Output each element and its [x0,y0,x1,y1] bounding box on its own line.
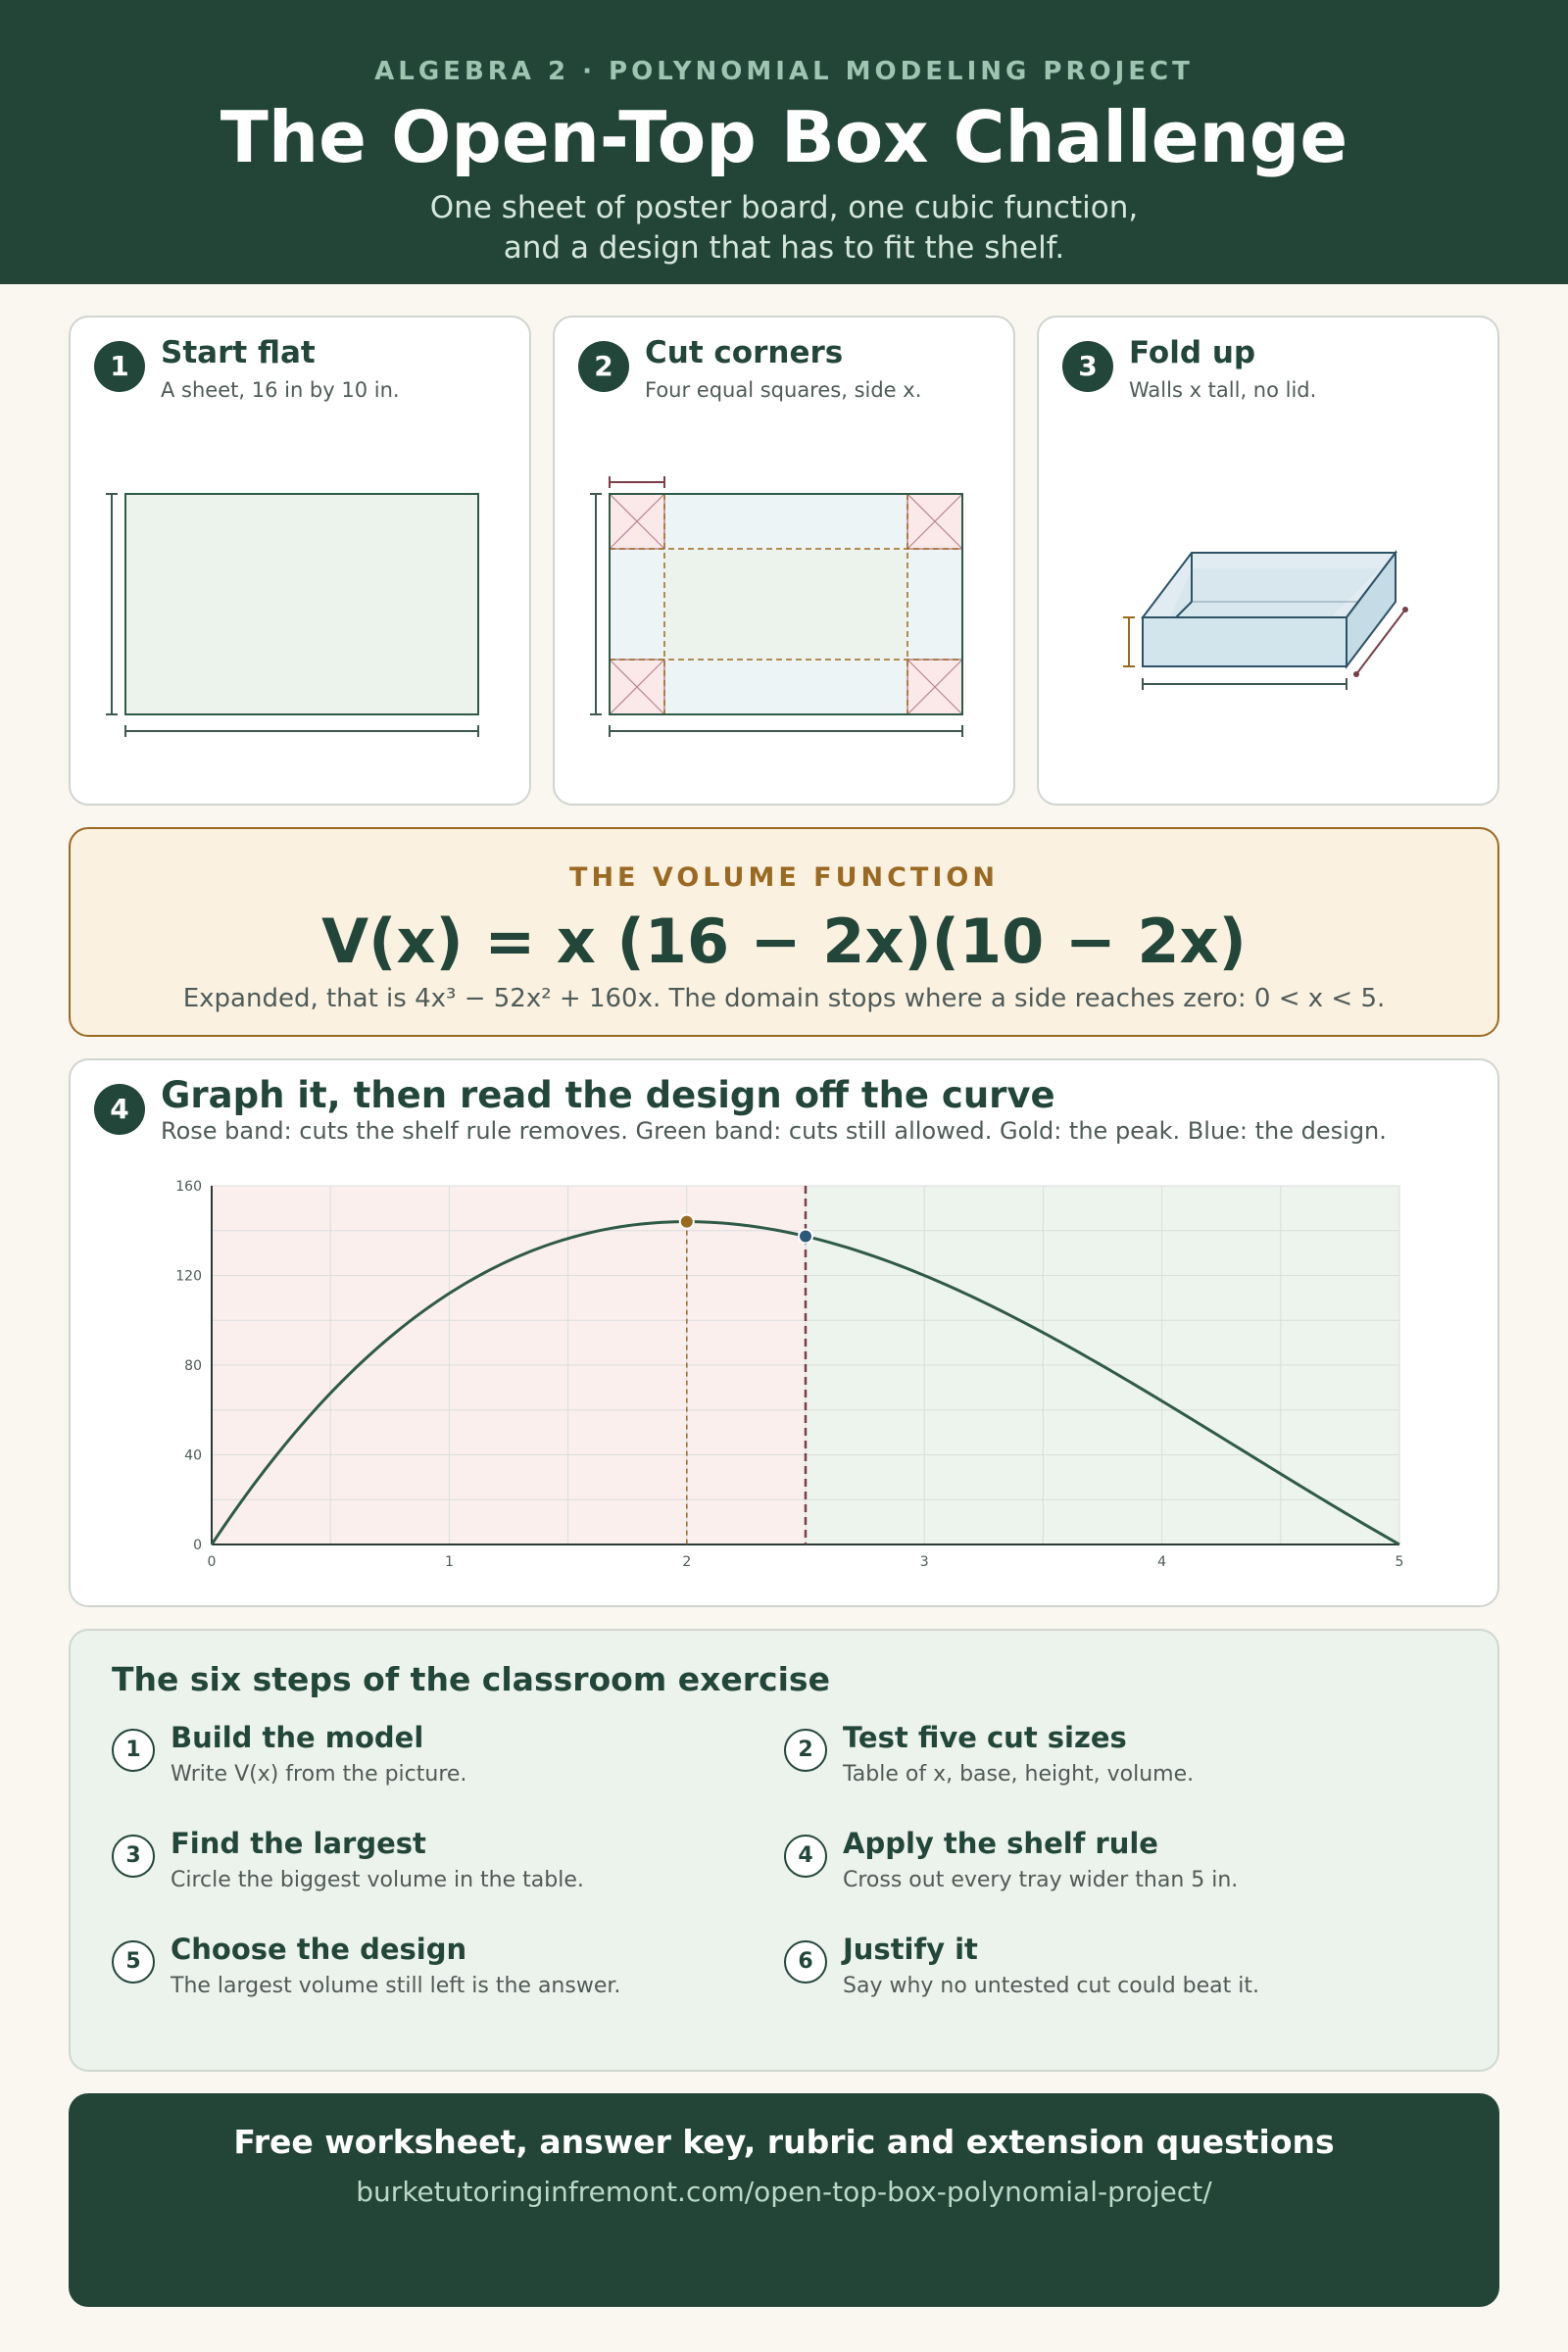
header-banner [0,0,1568,284]
volume-label: THE VOLUME FUNCTION [569,862,999,893]
x-tick-label: 0 [207,1554,217,1570]
step-number: 3 [112,1835,155,1878]
x-tick-label: 2 [682,1554,692,1570]
step-item [784,1827,1411,1905]
step-item [784,1721,1411,1799]
step-number: 1 [112,1729,155,1772]
page-title: The Open-Top Box Challenge [220,96,1348,178]
step-item [112,1721,739,1799]
step-card-fold-up [1037,316,1499,806]
volume-note: Expanded, that is 4x³ − 52x² + 160x. The domain stops where a side reaches zero: 0 < x < 5. [182,984,1386,1013]
design-point [799,1229,812,1243]
step-number: 2 [784,1729,827,1772]
x-tick-label: 5 [1395,1554,1404,1570]
step-card-start-flat [69,316,531,806]
graph-title: Graph it, then read the design off the curve [161,1074,1055,1116]
volume-formula: V(x) = x (16 − 2x)(10 − 2x) [321,906,1247,977]
step-item [112,1933,739,2011]
step-card-cut-corners [553,316,1015,806]
footer-banner [69,2093,1499,2307]
step-title: Justify it [843,1933,978,1966]
step-subtitle: Circle the biggest volume in the table. [171,1868,584,1892]
x-tick-label: 3 [919,1554,929,1570]
y-tick-label: 40 [184,1447,202,1464]
step-subtitle: Say why no untested cut could beat it. [843,1974,1259,1998]
step-title: Find the largest [171,1827,426,1860]
step-title: Apply the shelf rule [843,1827,1158,1860]
graph-card [69,1058,1499,1607]
header-kicker: ALGEBRA 2 · POLYNOMIAL MODELING PROJECT [374,57,1194,86]
card-subtitle: Four equal squares, side x. [645,378,922,402]
step-subtitle: Write V(x) from the picture. [171,1762,467,1787]
y-tick-label: 0 [193,1538,202,1553]
folded-box-illustration [1039,318,1501,808]
classroom-steps-panel [69,1629,1499,2072]
step-item [784,1933,1411,2011]
flat-sheet-illustration [71,318,533,808]
card-number-badge: 4 [94,1084,145,1135]
card-title: Fold up [1129,335,1256,370]
step-number: 5 [112,1940,155,1984]
step-subtitle: Table of x, base, height, volume. [843,1762,1195,1787]
volume-chart [71,1060,1501,1609]
card-number-badge: 2 [578,341,629,392]
subtitle-line-2: and a design that has to fit the shelf. [503,230,1065,266]
cut-corners-illustration [555,318,1017,808]
footer-link[interactable]: burketutoringinfremont.com/open-top-box-polynomial-project/ [356,2176,1212,2208]
x-tick-label: 1 [444,1554,454,1570]
step-title: Test five cut sizes [843,1721,1127,1754]
footer-headline: Free worksheet, answer key, rubric and extension questions [233,2123,1335,2161]
peak-point [680,1215,694,1229]
x-tick-label: 4 [1157,1554,1167,1570]
card-subtitle: A sheet, 16 in by 10 in. [161,378,400,402]
step-item [112,1827,739,1905]
volume-function-panel [69,827,1499,1037]
card-number-badge: 1 [94,341,145,392]
card-title: Start flat [161,335,316,370]
y-tick-label: 120 [175,1268,202,1285]
step-subtitle: The largest volume still left is the answer. [171,1974,621,1998]
card-number-badge: 3 [1062,341,1113,392]
y-tick-label: 80 [184,1358,202,1374]
y-tick-label: 160 [175,1179,202,1195]
step-title: Build the model [171,1721,424,1754]
card-title: Cut corners [645,335,844,370]
step-number: 6 [784,1940,827,1984]
step-number: 4 [784,1835,827,1878]
page-subtitle [0,188,1568,269]
graph-subtitle: Rose band: cuts the shelf rule removes. Green band: cuts still allowed. Gold: the peak. Blue: the design. [161,1117,1387,1145]
steps-title: The six steps of the classroom exercise [112,1660,830,1698]
subtitle-line-1: One sheet of poster board, one cubic function, [429,190,1139,225]
step-subtitle: Cross out every tray wider than 5 in. [843,1868,1239,1892]
card-subtitle: Walls x tall, no lid. [1129,378,1317,402]
step-title: Choose the design [171,1933,467,1966]
